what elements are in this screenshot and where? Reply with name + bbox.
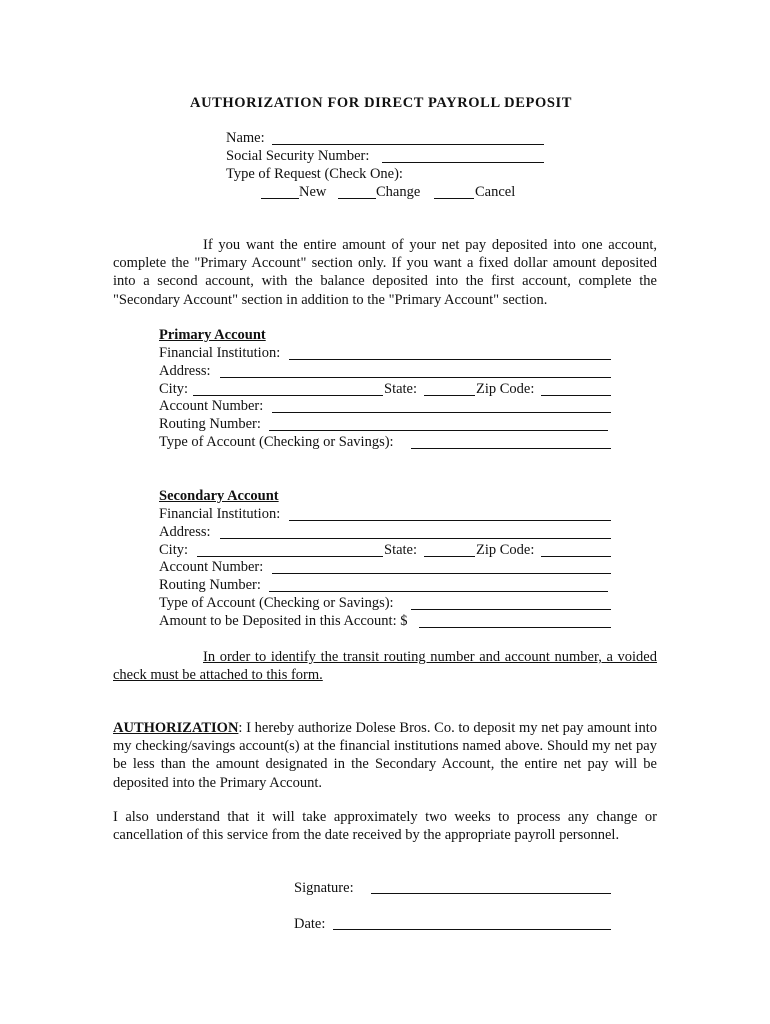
primary-institution-label: Financial Institution:: [159, 345, 281, 361]
page-title: AUTHORIZATION FOR DIRECT PAYROLL DEPOSIT: [190, 95, 573, 111]
primary-city-label: City:: [159, 381, 189, 397]
secondary-account-number-label: Account Number:: [159, 559, 264, 575]
cancel-option-label: Cancel: [475, 184, 516, 200]
name-field[interactable]: [272, 144, 544, 145]
signature-field[interactable]: [371, 893, 611, 894]
secondary-amount-field[interactable]: [419, 627, 611, 628]
secondary-zip-field[interactable]: [541, 556, 611, 557]
secondary-account-type-field[interactable]: [411, 609, 611, 610]
primary-zip-field[interactable]: [541, 395, 611, 396]
date-label: Date:: [294, 916, 326, 932]
secondary-institution-field[interactable]: [289, 520, 611, 521]
primary-account-type-field[interactable]: [411, 448, 611, 449]
signature-label: Signature:: [294, 880, 354, 896]
understand-paragraph: [113, 808, 657, 844]
authorization-colon: :: [238, 720, 243, 736]
secondary-zip-label: Zip Code:: [476, 542, 535, 558]
primary-state-label: State:: [384, 381, 418, 397]
secondary-address-field[interactable]: [220, 538, 611, 539]
voided-check-text: In order to identify the transit routing number and account number, a voided check must be attached to this form.: [113, 649, 657, 684]
voided-check-note: [113, 648, 657, 684]
secondary-city-label: City:: [159, 542, 189, 558]
primary-account-number-label: Account Number:: [159, 398, 264, 414]
understand-text: I also understand that it will take approximately two weeks to process any change or cancellation of this service from the date received by the appropriate payroll personnel.: [113, 809, 657, 844]
name-label: Name:: [226, 130, 265, 146]
cancel-checkbox[interactable]: [434, 198, 474, 199]
ssn-label: Social Security Number:: [226, 148, 370, 164]
primary-routing-number-field[interactable]: [269, 430, 608, 431]
secondary-account-type-label: Type of Account (Checking or Savings):: [159, 595, 394, 611]
primary-account-heading: Primary Account: [159, 327, 266, 343]
secondary-routing-number-label: Routing Number:: [159, 577, 261, 593]
secondary-amount-label: Amount to be Deposited in this Account: $: [159, 613, 408, 629]
secondary-state-label: State:: [384, 542, 418, 558]
change-option-label: Change: [376, 184, 421, 200]
intro-paragraph: [113, 236, 657, 309]
secondary-state-field[interactable]: [424, 556, 475, 557]
primary-institution-field[interactable]: [289, 359, 611, 360]
change-checkbox[interactable]: [338, 198, 376, 199]
new-option-label: New: [299, 184, 327, 200]
authorization-paragraph: [113, 719, 657, 792]
intro-text: If you want the entire amount of your net pay deposited into one account, complete the "Primary Account" section only. If you want a fixed dollar amount deposited into a second account, with the balance deposited into the first account, complete the "Secondary Account" section in addition to the "Primary Account" section.: [113, 237, 657, 308]
authorization-heading: AUTHORIZATION: [113, 720, 239, 736]
secondary-account-number-field[interactable]: [272, 573, 611, 574]
primary-address-label: Address:: [159, 363, 211, 379]
secondary-address-label: Address:: [159, 524, 211, 540]
primary-state-field[interactable]: [424, 395, 475, 396]
secondary-routing-number-field[interactable]: [269, 591, 608, 592]
primary-zip-label: Zip Code:: [476, 381, 535, 397]
primary-routing-number-label: Routing Number:: [159, 416, 261, 432]
secondary-account-heading: Secondary Account: [159, 488, 279, 504]
new-checkbox[interactable]: [261, 198, 299, 199]
date-field[interactable]: [333, 929, 611, 930]
ssn-field[interactable]: [382, 162, 544, 163]
authorization-body: I hereby authorize Dolese Bros. Co. to deposit my net pay amount into my checking/savings account(s) at the financial institutions named above. Should my net pay be less than the amount designated in the Secondary Account, the entire net pay will be deposited into the Primary Account.: [113, 720, 657, 791]
secondary-institution-label: Financial Institution:: [159, 506, 281, 522]
primary-address-field[interactable]: [220, 377, 611, 378]
primary-city-field[interactable]: [193, 395, 383, 396]
primary-account-type-label: Type of Account (Checking or Savings):: [159, 434, 394, 450]
secondary-city-field[interactable]: [197, 556, 383, 557]
primary-account-number-field[interactable]: [272, 412, 611, 413]
request-type-label: Type of Request (Check One):: [226, 166, 403, 182]
